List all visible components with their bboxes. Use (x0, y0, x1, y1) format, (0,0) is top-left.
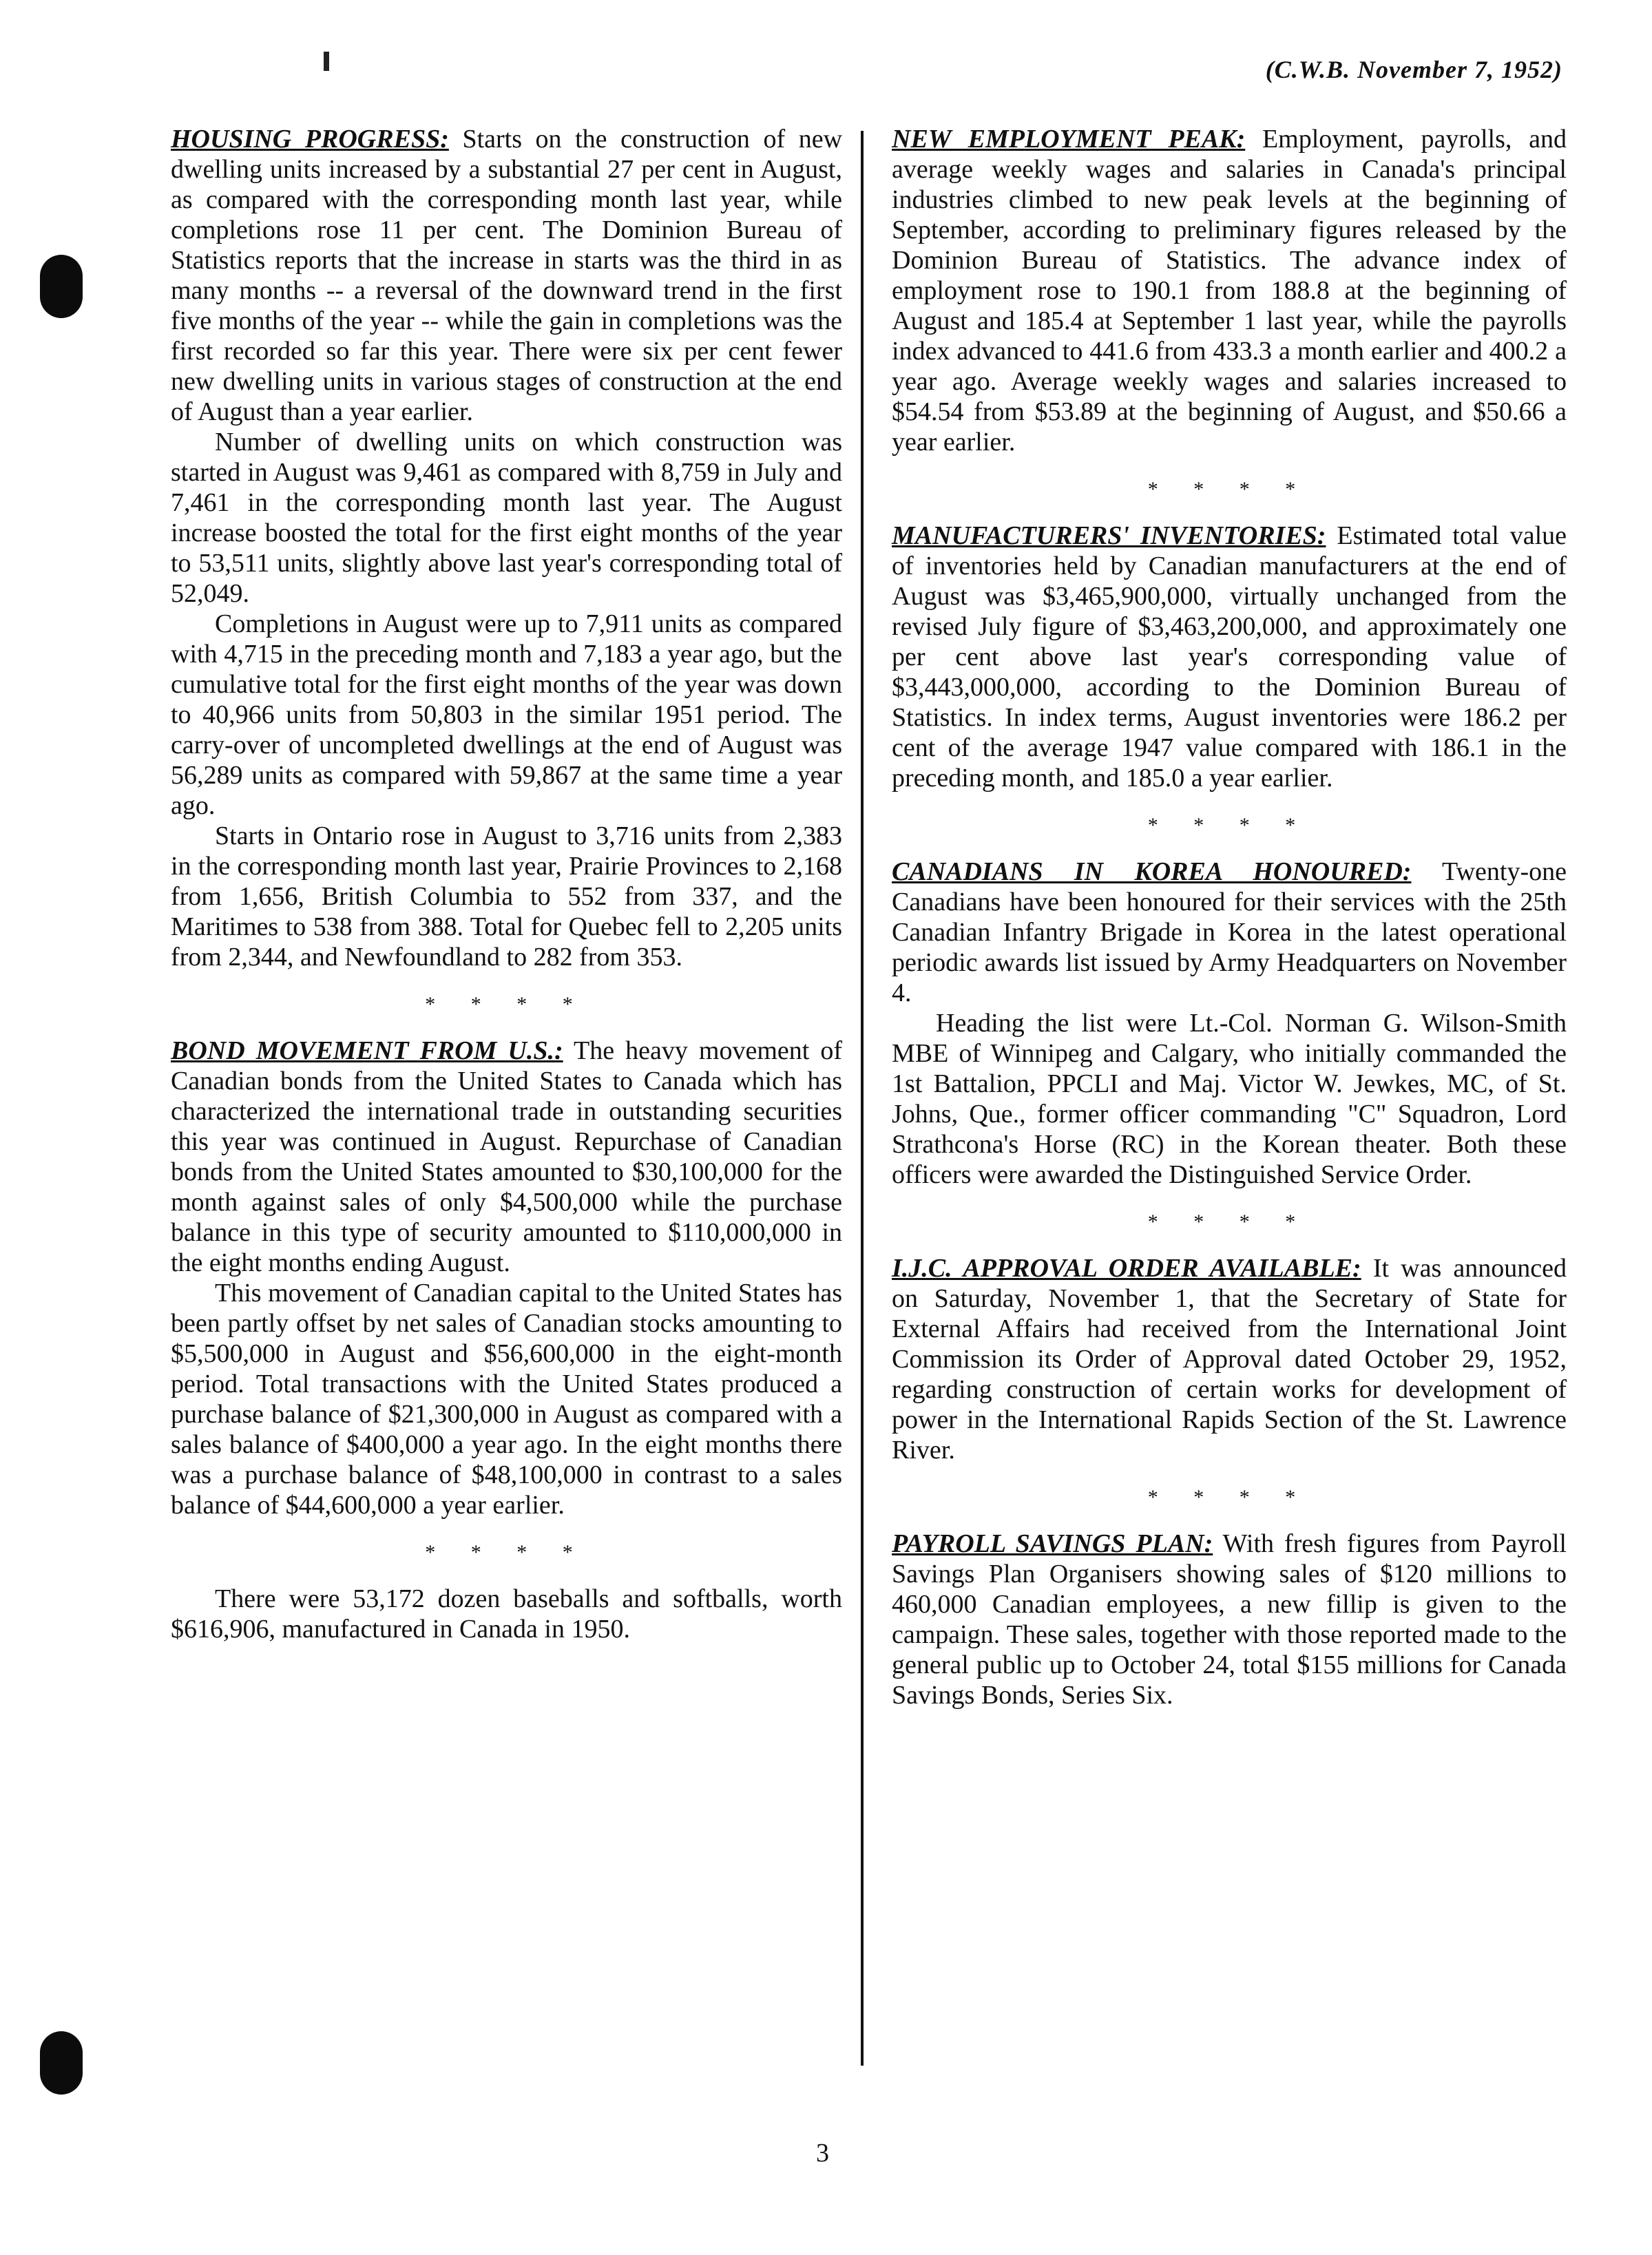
left-column (171, 124, 842, 1665)
article-headline: HOUSING PROGRESS: (171, 125, 449, 154)
article-paragraph (892, 857, 1567, 1008)
paragraph-text: Employment, payrolls, and average weekly wages and salaries in Canada's principal industries climbed to new peak levels at the beginning of September, according to preliminary figures released by the Dominion Bureau of Statistics. The advance index of employment rose to 190.1 from 188.8 at the beginning of August and 185.4 at September 1 last year, while the payrolls index advanced to 441.6 from 433.3 a month earlier and 400.2 a year ago. Average weekly wages and salaries increased to $54.54 from $53.89 at the beginning of August, and $50.66 a year earlier. (892, 125, 1567, 457)
section-separator: * * * * (1147, 1486, 1311, 1509)
article-paragraph (171, 1584, 842, 1644)
article (892, 1529, 1567, 1710)
article-paragraph (171, 821, 842, 972)
paragraph-text: Estimated total value of inventories held by Canadian manufacturers at the end of August was $3,465,900,000, virtually unchanged from the revised July figure of $3,463,200,000, and approximately one per cent above last year's corresponding value of $3,443,000,000, according to the Dominion Bureau of Statistics. In index terms, August inventories were 186.2 per cent of the average 1947 value compared with 186.1 in the preceding month, and 185.0 a year earlier. (892, 521, 1567, 793)
article-paragraph (171, 1278, 842, 1520)
article-paragraph (892, 1008, 1567, 1190)
section-separator: * * * * (1147, 814, 1311, 837)
right-column (892, 124, 1567, 1731)
article (171, 124, 842, 972)
section-separator: * * * * (1147, 1210, 1311, 1233)
paragraph-text: There were 53,172 dozen baseballs and softballs, worth $616,906, manufactured in Canada in 1950. (171, 1584, 842, 1644)
paragraph-text: Starts in Ontario rose in August to 3,716 units from 2,383 in the corresponding month last year, Prairie Provinces to 2,168 from 1,656, British Columbia to 552 from 337, and the Maritimes to 538 from 388. Total for Quebec fell to 2,205 units from 2,344, and Newfoundland to 282 from 353. (171, 821, 842, 972)
page-header: (C.W.B. November 7, 1952) (1265, 56, 1562, 83)
section-separator: * * * * (425, 993, 588, 1016)
binder-hole-bottom (40, 2031, 83, 2095)
article-headline: CANADIANS IN KOREA HONOURED: (892, 857, 1412, 886)
article-paragraph (171, 609, 842, 821)
paragraph-text: Completions in August were up to 7,911 units as compared with 4,715 in the preceding month and 7,183 a year ago, but the cumulative total for the first eight months of the year was down to 40,966 units from 50,803 in the similar 1951 period. The carry-over of uncompleted dwellings at the end of August was 56,289 units as compared with 59,867 at the same time a year ago. (171, 609, 842, 820)
binder-hole-top (40, 255, 83, 318)
section-separator: * * * * (1147, 478, 1311, 501)
article-headline: PAYROLL SAVINGS PLAN: (892, 1529, 1213, 1558)
article-paragraph (892, 124, 1567, 457)
article-paragraph (892, 521, 1567, 793)
paragraph-text: It was announced on Saturday, November 1, that the Secretary of State for External Affairs had received from the International Joint Commission its Order of Approval dated October 29, 1952, regarding construction of certain works for development of power in the International Rapids Section of the St. Lawrence River. (892, 1254, 1567, 1465)
paragraph-text: With fresh figures from Payroll Savings Plan Organisers showing sales of $120 millions to 460,000 Canadian employees, a new fillip is given to the campaign. These sales, together with those reported made to the general public up to October 24, total $155 millions for Canada Savings Bonds, Series Six. (892, 1529, 1567, 1710)
section-separator: * * * * (425, 1541, 588, 1564)
paragraph-text: Number of dwelling units on which construction was started in August was 9,461 as compared with 8,759 in July and 7,461 in the corresponding month last year. The August increase boosted the total for the first eight months of the year to 53,511 units, slightly above last year's corresponding total of 52,049. (171, 428, 842, 608)
article (892, 1253, 1567, 1465)
article (892, 521, 1567, 793)
paragraph-text: Starts on the construction of new dwelling units increased by a substantial 27 per cent in August, as compared with the corresponding month last year, while completions rose 11 per cent. The Dominion Bureau of Statistics reports that the increase in starts was the third in as many months -- a reversal of the downward trend in the first five months of the year -- while the gain in completions was the first recorded so far this year. There were six per cent fewer new dwelling units in various stages of construction at the end of August than a year earlier. (171, 125, 843, 426)
article-headline: NEW EMPLOYMENT PEAK: (892, 125, 1246, 154)
paragraph-text: The heavy movement of Canadian bonds from the United States to Canada which has characterized the international trade in outstanding securities this year was continued in August. Repurchase of Canadian bonds from the United States amounted to $30,100,000 for the month against sales of only $4,500,000 while the purchase balance in this type of security amounted to $110,000,000 in the eight months ending August. (171, 1036, 842, 1277)
article-paragraph (171, 427, 842, 609)
paragraph-text: Heading the list were Lt.-Col. Norman G. Wilson-Smith MBE of Winnipeg and Calgary, who initially commanded the 1st Battalion, PPCLI and Maj. Victor W. Jewkes, MC, of St. Johns, Que., former officer commanding "C" Squadron, Lord Strathcona's Horse (RC) in the Korean theater. Both these officers were awarded the Distinguished Service Order. (892, 1009, 1567, 1189)
column-divider (861, 131, 864, 2066)
article (171, 1036, 842, 1520)
page-number: 3 (816, 2139, 829, 2168)
article-headline: I.J.C. APPROVAL ORDER AVAILABLE: (892, 1254, 1361, 1283)
article-headline: BOND MOVEMENT FROM U.S.: (171, 1036, 563, 1065)
paragraph-text: Twenty-one Canadians have been honoured for their services with the 25th Canadian Infantry Brigade in Korea in the latest operational periodic awards list issued by Army Headquarters on November 4. (892, 857, 1567, 1007)
article-paragraph (892, 1253, 1567, 1465)
article (892, 857, 1567, 1190)
scan-mark (324, 52, 329, 71)
article-headline: MANUFACTURERS' INVENTORIES: (892, 521, 1326, 550)
article (171, 1584, 842, 1644)
article-paragraph (171, 124, 842, 427)
paragraph-text: This movement of Canadian capital to the United States has been partly offset by net sales of Canadian stocks amounting to $5,500,000 in August and $56,600,000 in the eight-month period. Total transactions with the United States produced a purchase balance of $21,300,000 in August as compared with a sales balance of $400,000 a year ago. In the eight months there was a purchase balance of $48,100,000 in contrast to a sales balance of $44,600,000 a year earlier. (171, 1279, 842, 1520)
article (892, 124, 1567, 457)
article-paragraph (171, 1036, 842, 1278)
article-paragraph (892, 1529, 1567, 1710)
